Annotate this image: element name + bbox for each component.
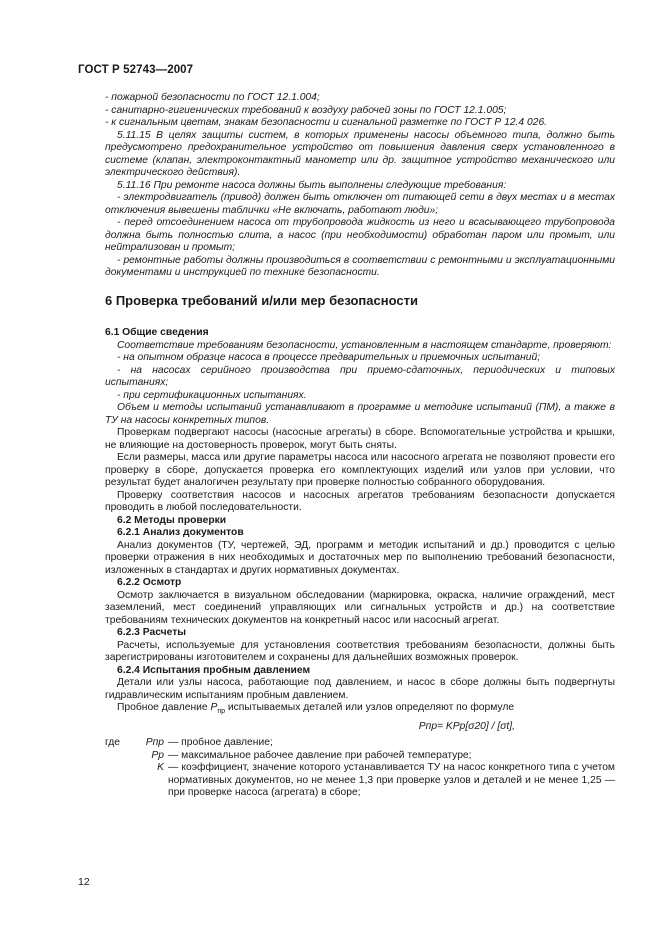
section-6-2-title: 6.2 Методы проверки: [117, 514, 227, 526]
section-6-title: 6 Проверка требований и/или мер безопасности: [105, 292, 418, 308]
definitions-list: [105, 737, 615, 800]
paragraph: Анализ документов (ТУ, чертежей, ЭД, программ и методик испытаний и др.) проводится с целью проверки отражения в них необходимых и достаточных мер по выполнению требований безопасности, изложенных в стандартах и других нормативных документах.: [105, 539, 615, 576]
section-6-1-title: 6.1 Общие сведения: [105, 327, 209, 338]
list-item: - электродвигатель (привод) должен быть отключен от питающей сети в двух местах и в местах отключения вывешены таблички «Не включать, работают люди»;: [105, 192, 615, 216]
paragraph: Детали или узлы насоса, работающие под давлением, и насос в сборе должны быть подвергнуты гидравлическим испытаниям пробным давлением.: [105, 677, 615, 701]
list-item: - на насосах серийного производства при приемо-сдаточных, периодических и типовых испытаниях;: [105, 364, 615, 388]
page-content: [105, 92, 615, 800]
section-6-2-4-title: 6.2.4 Испытания пробным давлением: [117, 664, 311, 676]
list-item: - к сигнальным цветам, знакам безопасности и сигнальной разметке по ГОСТ Р 12.4 026.: [105, 117, 548, 128]
list-item: - на опытном образце насоса в процессе предварительных и приемочных испытаний;: [117, 352, 541, 363]
paragraph: Соответствие требованиям безопасности, установленным в настоящем стандарте, проверяют:: [117, 339, 612, 351]
list-item: - санитарно-гигиенических требований к воздуху рабочей зоны по ГОСТ 12.1.005;: [105, 104, 507, 116]
section-6-2-2-title: 6.2.2 Осмотр: [117, 577, 182, 588]
definition-symbol: K: [157, 762, 164, 773]
clause-5-11-15: 5.11.15 В целях защиты систем, в которых применены насосы объемного типа, должно быть предусмотрено предохранительное устройство от повышения давления сверх установленного в системе (клапан, электроконтактный манометр или др. защитное устройство механического или электрического действия).: [105, 129, 615, 178]
paragraph: Объем и методы испытаний устанавливают в программе и методике испытаний (ПМ), а также в ТУ на насосы конкретных типов.: [105, 402, 615, 426]
list-item: - пожарной безопасности по ГОСТ 12.1.004;: [105, 92, 320, 103]
definition-text: — коэффициент, значение которого устанавливается ТУ на насос конкретного типа с учетом нормативных документов, но не менее 1,3 при проверке узлов и деталей и не менее 1,25 — при проверке насоса (агрегата) в сборе;: [168, 762, 615, 798]
document-header: ГОСТ Р 52743—2007: [78, 64, 194, 76]
paragraph: Если размеры, масса или другие параметры насоса или насосного агрегата не позволяют провести его проверку в сборе, допускается проверка его комплектующих изделий или узлов при условии, что результат будет аналогичен результату при проверке полностью собранного оборудования.: [105, 452, 615, 488]
list-item: - при сертификационных испытаниях.: [117, 389, 307, 401]
paragraph: Проверкам подвергают насосы (насосные агрегаты) в сборе. Вспомогательные устройства и крышки, не влияющие на достоверность проверок, могут быть сняты.: [105, 427, 615, 451]
list-item: - ремонтные работы должны производиться в соответствии с ремонтными и эксплуатационными документами и инструкцией по технике безопасности.: [105, 254, 615, 278]
paragraph: Проверку соответствия насосов и насосных агрегатов требованиям безопасности допускается проводить в любой последовательности.: [105, 489, 615, 513]
definition-text: — максимальное рабочее давление при рабочей температуре;: [168, 749, 472, 761]
definition-symbol: Pпр: [145, 737, 164, 748]
formula-intro: Пробное давление $P_{пр}$ испытываемых деталей или узлов определяют по формуле: [117, 702, 515, 716]
definition-text: — пробное давление;: [168, 737, 273, 748]
formula: Pпр= KPр[σ20] / [σt],: [418, 720, 515, 732]
section-6-2-1-title: 6.2.1 Анализ документов: [117, 527, 244, 538]
clause-5-11-16: 5.11.16 При ремонте насоса должны быть выполнены следующие требования:: [117, 179, 507, 191]
paragraph: Расчеты, используемые для установления соответствия требованиям безопасности, должны быть зарегистрированы изготовителем и сохранены для дальнейших возможных проверок.: [105, 639, 615, 663]
section-6-2-3-title: 6.2.3 Расчеты: [117, 627, 187, 638]
list-item: - перед отсоединением насоса от трубопровода жидкость из него и всасывающего трубопровода должна быть полностью слита, а насос (при необходимости) обработан паром или промыт, или нейтрализован и промыт;: [105, 217, 615, 253]
paragraph: Осмотр заключается в визуальном обследовании (маркировка, окраска, наличие ограждений, мест заземлений, мест соединений управляющих или сигнальных устройств и др.) на соответствие требованиям технических документов на конкретный насос или насосный агрегат.: [105, 589, 615, 626]
definition-symbol: Pр: [151, 749, 164, 761]
page-number: 12: [78, 876, 90, 888]
where-label: где: [105, 737, 121, 748]
